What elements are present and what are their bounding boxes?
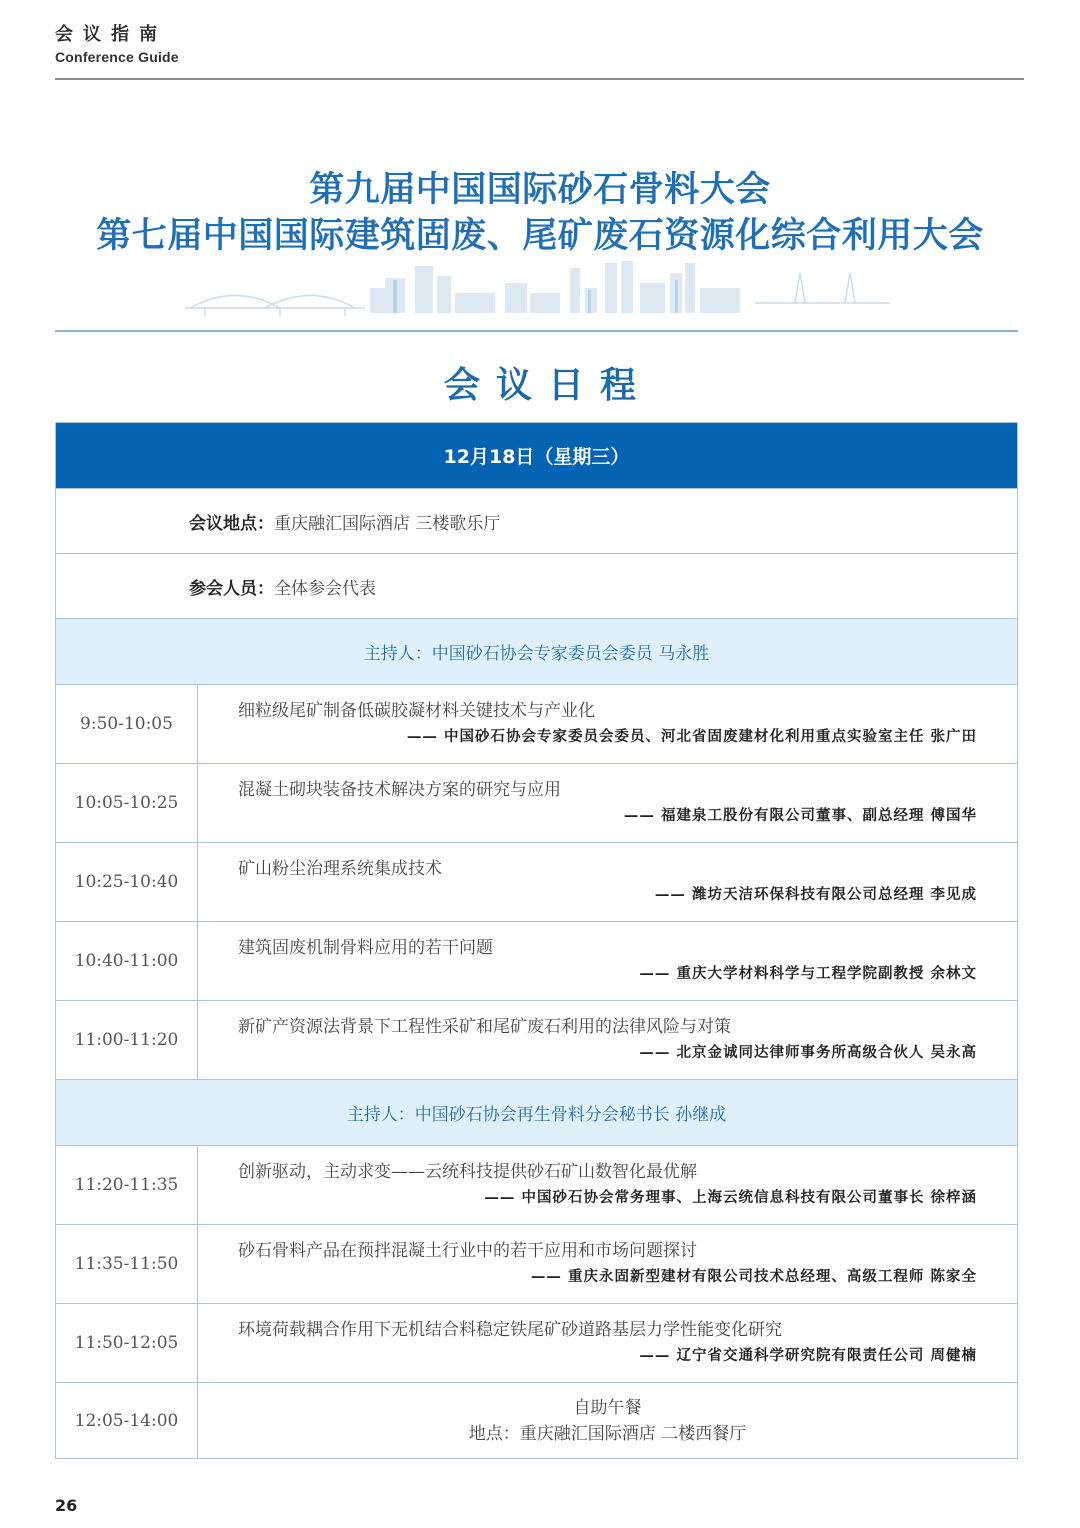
venue-label: 会议地点： [189,513,274,534]
talk-title: 细粒级尾矿制备低碳胶凝材料关键技术与产业化 [238,701,595,721]
talk-speaker: —— 辽宁省交通科学研究院有限责任公司 周健楠 [639,1347,977,1364]
talk-time: 10:40-11:00 [56,922,198,1001]
lunch-title: 自助午餐 [573,1397,642,1418]
talk-title: 新矿产资源法背景下工程性采矿和尾矿废石利用的法律风险与对策 [238,1017,731,1037]
running-head-en: Conference Guide [55,49,179,65]
attendees-value: 全体参会代表 [274,578,376,599]
city-skyline-illustration [185,258,895,328]
lunch-row [56,1383,1018,1459]
table-row [56,843,1018,922]
talk-title: 环境荷载耦合作用下无机结合料稳定铁尾矿砂道路基层力学性能变化研究 [238,1320,782,1340]
talk-speaker: —— 北京金诚同达律师事务所高级合伙人 吴永高 [639,1044,977,1061]
talk-time: 11:35-11:50 [56,1225,198,1304]
talk-title: 矿山粉尘治理系统集成技术 [238,859,442,879]
schedule-date: 12月18日（星期三） [56,423,1018,489]
table-row [56,1146,1018,1225]
attendees-label: 参会人员： [189,578,274,599]
venue-row [56,489,1018,554]
venue-value: 重庆融汇国际酒店 三楼歌乐厅 [274,513,501,534]
running-head-cn: 会议指南 [55,24,167,45]
talk-title: 创新驱动，主动求变——云统科技提供砂石矿山数智化最优解 [238,1162,697,1182]
host-row [56,619,1018,685]
talk-time: 11:00-11:20 [56,1001,198,1080]
table-row [56,1001,1018,1080]
header-divider [55,78,1024,80]
talk-time: 10:25-10:40 [56,843,198,922]
talk-time: 11:50-12:05 [56,1304,198,1383]
lunch-location: 地点：重庆融汇国际酒店 二楼西餐厅 [468,1423,747,1444]
table-row [56,1225,1018,1304]
conference-title-2: 第七届中国国际建筑固废、尾矿废石资源化综合利用大会 [96,216,984,256]
talk-speaker: —— 福建泉工股份有限公司董事、副总经理 傅国华 [623,807,977,824]
talk-time: 10:05-10:25 [56,764,198,843]
talk-speaker: —— 潍坊天洁环保科技有限公司总经理 李见成 [654,886,977,903]
talk-time: 9:50-10:05 [56,685,198,764]
page-number: 26 [55,1496,78,1515]
running-head [55,24,179,65]
session-host: 主持人：中国砂石协会再生骨料分会秘书长 孙继成 [56,1080,1018,1146]
table-row [56,685,1018,764]
talk-speaker: —— 重庆大学材料科学与工程学院副教授 余林文 [639,965,977,982]
schedule-table [55,422,1018,1459]
attendees-row [56,554,1018,619]
talk-title: 建筑固废机制骨料应用的若干问题 [238,938,493,958]
schedule-title: 会议日程 [443,365,652,406]
talk-title: 混凝土砌块装备技术解决方案的研究与应用 [238,780,561,800]
talk-speaker: —— 中国砂石协会常务理事、上海云统信息科技有限公司董事长 徐梓涵 [484,1189,977,1206]
table-row [56,764,1018,843]
talk-speaker: —— 中国砂石协会专家委员会委员、河北省固废建材化利用重点实验室主任 张广田 [406,728,977,745]
talk-time: 11:20-11:35 [56,1146,198,1225]
title-divider [55,330,1018,332]
conference-title-1: 第九届中国国际砂石骨料大会 [309,170,771,210]
date-row [56,423,1018,489]
table-row [56,922,1018,1001]
talk-title: 砂石骨料产品在预拌混凝土行业中的若干应用和市场问题探讨 [238,1241,697,1261]
lunch-time: 12:05-14:00 [56,1383,198,1459]
table-row [56,1304,1018,1383]
talk-speaker: —— 重庆永固新型建材有限公司技术总经理、高级工程师 陈家全 [530,1268,977,1285]
session-host: 主持人：中国砂石协会专家委员会委员 马永胜 [56,619,1018,685]
host-row [56,1080,1018,1146]
